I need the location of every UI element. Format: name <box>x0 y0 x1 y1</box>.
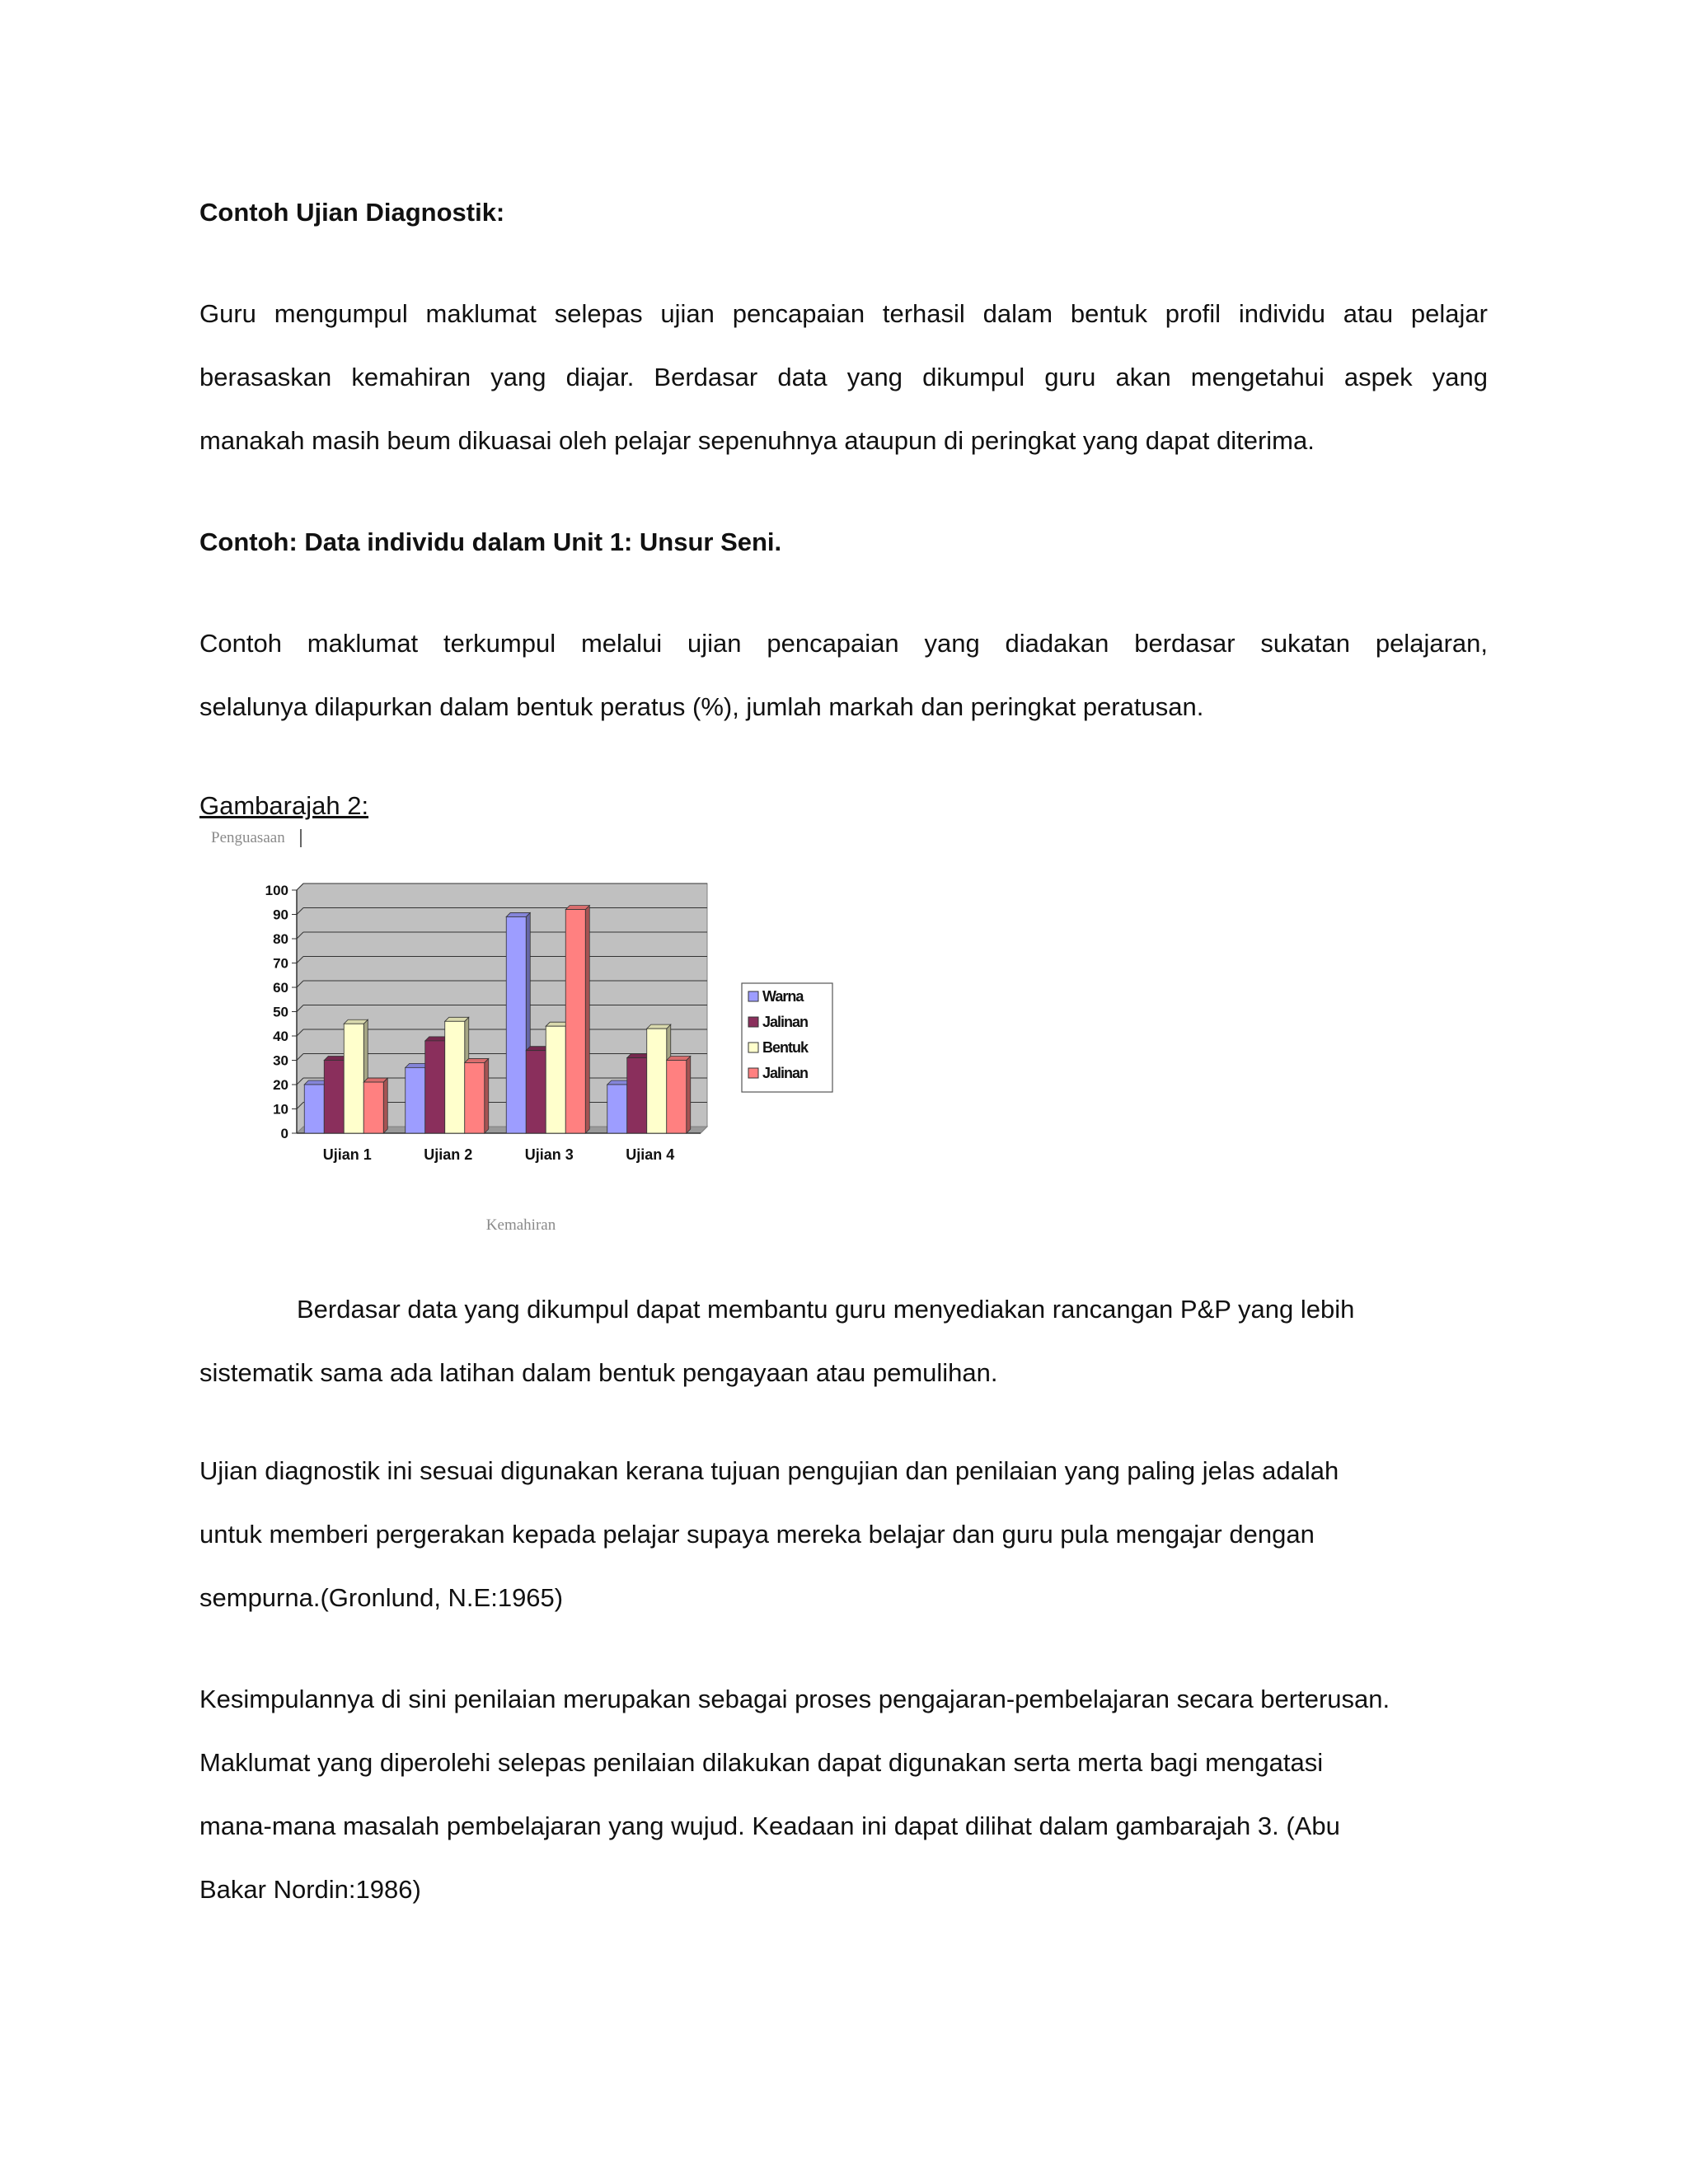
paragraph-2-line: Contoh maklumat terkumpul melalui ujian pencapaian yang diadakan berdasar sukatan pelajaran, <box>199 629 1488 658</box>
paragraph-1-line: Guru mengumpul maklumat selepas ujian pencapaian terhasil dalam bentuk profil individu atau pelajar <box>199 299 1488 328</box>
paragraph-2 <box>199 612 1488 738</box>
paragraph-3-line: sistematik sama ada latihan dalam bentuk pengayaan atau pemulihan. <box>199 1358 998 1387</box>
y-tick-label: 0 <box>280 1126 288 1141</box>
legend-swatch <box>748 991 758 1001</box>
y-tick-label: 30 <box>273 1052 288 1069</box>
legend-label: Bentuk <box>762 1039 809 1056</box>
legend-label: Warna <box>762 988 804 1005</box>
y-tick-label: 90 <box>273 907 288 923</box>
paragraph-5-line: Bakar Nordin:1986) <box>199 1875 421 1904</box>
bar-side <box>383 1078 387 1133</box>
bar <box>647 1029 667 1133</box>
bar <box>565 910 585 1133</box>
x-axis-label: Kemahiran <box>485 1216 556 1234</box>
bar <box>526 1051 546 1133</box>
heading-contoh-ujian-diagnostik: Contoh Ujian Diagnostik: <box>199 198 505 227</box>
bar <box>324 1061 344 1134</box>
bar-top <box>363 1078 387 1082</box>
bar-side <box>485 1058 489 1133</box>
bar-top <box>667 1057 691 1061</box>
legend-label: Jalinan <box>762 1065 809 1081</box>
bar <box>607 1085 627 1133</box>
bar-top <box>465 1058 489 1062</box>
x-tick-label: Ujian 2 <box>424 1146 473 1163</box>
bar <box>363 1082 383 1133</box>
paragraph-4 <box>199 1439 1488 1629</box>
y-tick-label: 70 <box>273 955 288 972</box>
paragraph-5 <box>199 1667 1488 1921</box>
bar <box>406 1067 425 1133</box>
bar <box>627 1058 647 1133</box>
paragraph-5-line: Maklumat yang diperolehi selepas penilaian dilakukan dapat digunakan serta merta bagi mengatasi <box>199 1748 1324 1777</box>
paragraph-4-line: untuk memberi pergerakan kepada pelajar supaya mereka belajar dan guru pula mengajar dengan <box>199 1520 1315 1549</box>
paragraph-3 <box>199 1277 1488 1404</box>
bar-top <box>445 1017 469 1021</box>
bar <box>304 1085 324 1133</box>
x-tick-label: Ujian 1 <box>322 1146 372 1163</box>
bar <box>465 1062 485 1133</box>
legend-swatch <box>748 1043 758 1052</box>
paragraph-5-line: Kesimpulannya di sini penilaian merupakan sebagai proses pengajaran-pembelajaran secara berterusan. <box>199 1685 1390 1713</box>
y-tick-label: 100 <box>265 883 288 898</box>
y-tick-label: 10 <box>273 1101 288 1118</box>
paragraph-4-line: sempurna.(Gronlund, N.E:1965) <box>199 1583 564 1612</box>
paragraph-1-line: berasaskan kemahiran yang diajar. Berdasar data yang dikumpul guru akan mengetahui aspek yang <box>199 363 1488 391</box>
legend-swatch <box>748 1017 758 1027</box>
legend-swatch <box>748 1068 758 1078</box>
heading-contoh-data-individu: Contoh: Data individu dalam Unit 1: Unsur Seni. <box>199 527 782 556</box>
y-tick-label: 80 <box>273 931 288 947</box>
paragraph-2-line: selalunya dilapurkan dalam bentuk peratus (%), jumlah markah dan peringkat peratusan. <box>199 692 1204 721</box>
y-tick-label: 50 <box>273 1004 288 1020</box>
bar-top <box>565 906 589 910</box>
paragraph-4-line: Ujian diagnostik ini sesuai digunakan kerana tujuan pengujian dan penilaian yang paling jelas adalah <box>199 1456 1339 1485</box>
y-axis-label: Penguasaan <box>211 829 285 846</box>
bar-side <box>585 906 589 1133</box>
bar <box>425 1041 445 1133</box>
bar <box>506 916 526 1133</box>
x-tick-label: Ujian 4 <box>626 1146 675 1163</box>
y-tick-label: 20 <box>273 1077 288 1093</box>
figure-caption: Gambarajah 2: <box>199 791 369 820</box>
bar <box>667 1061 687 1134</box>
paragraph-1-line: manakah masih beum dikuasai oleh pelajar sepenuhnya ataupun di peringkat yang dapat diterima. <box>199 426 1315 455</box>
bar-side <box>687 1057 691 1134</box>
bar-top <box>506 912 530 916</box>
bar-top <box>647 1024 671 1029</box>
bar-top <box>344 1019 368 1024</box>
bar <box>344 1024 363 1133</box>
paragraph-3-line: Berdasar data yang dikumpul dapat membantu guru menyediakan rancangan P&P yang lebih <box>297 1295 1355 1324</box>
legend-label: Jalinan <box>762 1014 809 1030</box>
bar <box>546 1026 565 1133</box>
y-tick-label: 40 <box>273 1029 288 1044</box>
y-tick-label: 60 <box>273 980 288 996</box>
x-tick-label: Ujian 3 <box>524 1146 574 1163</box>
bar-chart <box>198 824 841 1253</box>
paragraph-1 <box>199 282 1488 472</box>
bar <box>445 1021 465 1133</box>
paragraph-5-line: mana-mana masalah pembelajaran yang wujud. Keadaan ini dapat dilihat dalam gambarajah 3. (Abu <box>199 1811 1340 1840</box>
